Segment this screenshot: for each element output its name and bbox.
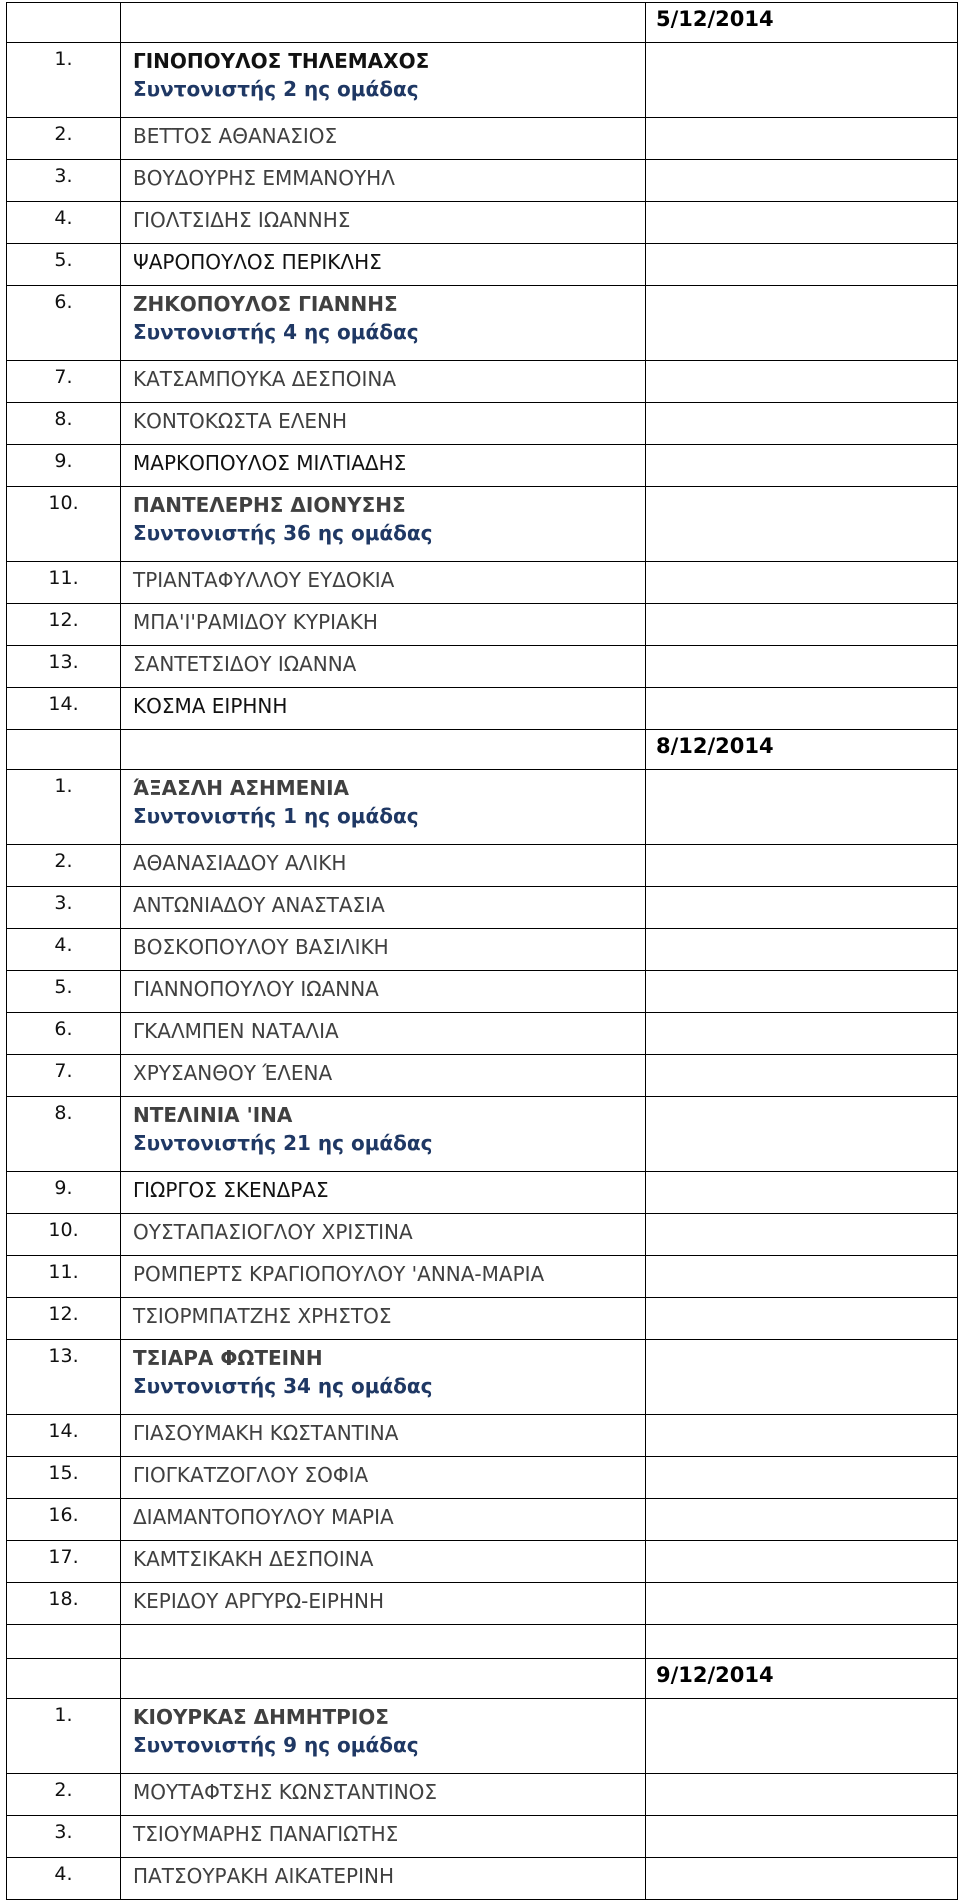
student-cell <box>121 887 646 929</box>
table-row <box>7 361 958 403</box>
row-number: 5. <box>7 244 121 286</box>
coordinator-label: Συντονιστής 9 ης ομάδας <box>133 1733 419 1757</box>
date-column-cell <box>646 1055 958 1097</box>
row-number: 8. <box>7 403 121 445</box>
coordinator-label: Συντονιστής 21 ης ομάδας <box>133 1131 433 1155</box>
date-header-row <box>7 730 958 770</box>
row-number: 4. <box>7 929 121 971</box>
date-column-cell <box>646 646 958 688</box>
date-column-cell <box>646 160 958 202</box>
student-cell <box>121 1583 646 1625</box>
schedule-body <box>7 3 958 1900</box>
student-name: ΒΟΥΔΟΥΡΗΣ ΕΜΜΑΝΟΥΗΛ <box>133 166 395 190</box>
student-name: ΓΙΟΓΚΑΤΖΟΓΛΟΥ ΣΟΦΙΑ <box>133 1463 369 1487</box>
date-column-cell <box>646 1583 958 1625</box>
student-cell <box>121 1541 646 1583</box>
row-number: 17. <box>7 1541 121 1583</box>
student-name: ΒΟΣΚΟΠΟΥΛΟΥ ΒΑΣΙΛΙΚΗ <box>133 935 389 959</box>
table-row <box>7 160 958 202</box>
date-column-cell <box>646 43 958 118</box>
row-number: 4. <box>7 1858 121 1900</box>
student-name: ΠΑΤΣΟΥΡΑΚΗ ΑΙΚΑΤΕΡΙΝΗ <box>133 1864 394 1888</box>
student-cell <box>121 445 646 487</box>
row-number: 2. <box>7 845 121 887</box>
table-row <box>7 43 958 118</box>
row-number: 2. <box>7 118 121 160</box>
student-cell <box>121 1172 646 1214</box>
row-number: 4. <box>7 202 121 244</box>
student-name: ΓΙΟΛΤΣΙΔΗΣ ΙΩΑΝΝΗΣ <box>133 208 351 232</box>
coordinator-label: Συντονιστής 34 ης ομάδας <box>133 1374 433 1398</box>
date-column-cell <box>646 1499 958 1541</box>
student-cell <box>121 286 646 361</box>
date-column-cell <box>646 1457 958 1499</box>
date-column-cell <box>646 1541 958 1583</box>
empty-cell <box>121 1625 646 1659</box>
date-column-cell <box>646 445 958 487</box>
student-name: ΤΣΙΟΡΜΠΑΤΖΗΣ ΧΡΗΣΤΟΣ <box>133 1304 392 1328</box>
row-number: 6. <box>7 286 121 361</box>
row-number: 9. <box>7 1172 121 1214</box>
student-name: ΝΤΕΛΙΝΙΑ 'ΙΝΑ <box>133 1103 293 1127</box>
student-cell <box>121 1055 646 1097</box>
date-header-row <box>7 1659 958 1699</box>
student-cell <box>121 244 646 286</box>
table-row <box>7 1340 958 1415</box>
row-number: 14. <box>7 688 121 730</box>
date-column-cell <box>646 1256 958 1298</box>
row-number: 15. <box>7 1457 121 1499</box>
student-cell <box>121 1214 646 1256</box>
table-row <box>7 1699 958 1774</box>
session-date: 8/12/2014 <box>646 730 958 770</box>
empty-cell <box>121 1659 646 1699</box>
blank-row <box>7 1625 958 1659</box>
date-column-cell <box>646 1013 958 1055</box>
student-name: ΓΙΑΣΟΥΜΑΚΗ ΚΩΣΤΑΝΤΙΝΑ <box>133 1421 399 1445</box>
student-name: ΜΑΡΚΟΠΟΥΛΟΣ ΜΙΛΤΙΑΔΗΣ <box>133 451 407 475</box>
row-number: 7. <box>7 1055 121 1097</box>
table-row <box>7 1858 958 1900</box>
date-column-cell <box>646 1699 958 1774</box>
student-name: ΜΠΑ'Ι'ΡΑΜΙΔΟΥ ΚΥΡΙΑΚΗ <box>133 610 378 634</box>
student-name: ΚΑΤΣΑΜΠΟΥΚΑ ΔΕΣΠΟΙΝΑ <box>133 367 397 391</box>
student-name: ΡΟΜΠΕΡΤΣ ΚΡΑΓΙΟΠΟΥΛΟΥ 'ΑΝΝΑ-ΜΑΡΙΑ <box>133 1262 545 1286</box>
student-cell <box>121 160 646 202</box>
date-column-cell <box>646 1172 958 1214</box>
student-name: ΤΣΙΟΥΜΑΡΗΣ ΠΑΝΑΓΙΩΤΗΣ <box>133 1822 399 1846</box>
student-cell <box>121 202 646 244</box>
student-cell <box>121 487 646 562</box>
student-name: ΚΑΜΤΣΙΚΑΚΗ ΔΕΣΠΟΙΝΑ <box>133 1547 374 1571</box>
student-name: ΤΡΙΑΝΤΑΦΥΛΛΟΥ ΕΥΔΟΚΙΑ <box>133 568 395 592</box>
student-name: ΚΙΟΥΡΚΑΣ ΔΗΜΗΤΡΙΟΣ <box>133 1705 389 1729</box>
date-column-cell <box>646 487 958 562</box>
date-column-cell <box>646 1816 958 1858</box>
date-column-cell <box>646 929 958 971</box>
student-cell <box>121 929 646 971</box>
student-name: ΚΟΣΜΑ ΕΙΡΗΝΗ <box>133 694 288 718</box>
table-row <box>7 1097 958 1172</box>
student-name: ΑΘΑΝΑΣΙΑΔΟΥ ΑΛΙΚΗ <box>133 851 347 875</box>
session-date: 5/12/2014 <box>646 3 958 43</box>
student-name: ΜΟΥΤΑΦΤΣΗΣ ΚΩΝΣΤΑΝΤΙΝΟΣ <box>133 1780 438 1804</box>
table-row <box>7 971 958 1013</box>
table-row <box>7 487 958 562</box>
date-header-row <box>7 3 958 43</box>
date-column-cell <box>646 1298 958 1340</box>
student-cell <box>121 845 646 887</box>
coordinator-label: Συντονιστής 36 ης ομάδας <box>133 521 433 545</box>
row-number: 9. <box>7 445 121 487</box>
table-row <box>7 1013 958 1055</box>
schedule-table <box>6 2 958 1900</box>
table-row <box>7 445 958 487</box>
table-row <box>7 646 958 688</box>
row-number: 14. <box>7 1415 121 1457</box>
row-number: 10. <box>7 1214 121 1256</box>
student-cell <box>121 1858 646 1900</box>
table-row <box>7 403 958 445</box>
empty-cell <box>7 1625 121 1659</box>
student-cell <box>121 1816 646 1858</box>
row-number: 8. <box>7 1097 121 1172</box>
table-row <box>7 688 958 730</box>
row-number: 3. <box>7 887 121 929</box>
date-column-cell <box>646 244 958 286</box>
date-column-cell <box>646 202 958 244</box>
date-column-cell <box>646 118 958 160</box>
student-cell <box>121 1013 646 1055</box>
table-row <box>7 202 958 244</box>
student-name: ΧΡΥΣΑΝΘΟΥ ΈΛΕΝΑ <box>133 1061 333 1085</box>
date-column-cell <box>646 286 958 361</box>
student-name: ΟΥΣΤΑΠΑΣΙΟΓΛΟΥ ΧΡΙΣΤΙΝΑ <box>133 1220 413 1244</box>
table-row <box>7 1415 958 1457</box>
table-row <box>7 118 958 160</box>
student-cell <box>121 770 646 845</box>
table-row <box>7 845 958 887</box>
date-column-cell <box>646 887 958 929</box>
row-number: 10. <box>7 487 121 562</box>
date-column-cell <box>646 1415 958 1457</box>
row-number: 18. <box>7 1583 121 1625</box>
student-cell <box>121 361 646 403</box>
student-cell <box>121 1499 646 1541</box>
student-name: ΠΑΝΤΕΛΕΡΗΣ ΔΙΟΝΥΣΗΣ <box>133 493 406 517</box>
row-number: 6. <box>7 1013 121 1055</box>
empty-cell <box>7 1659 121 1699</box>
table-row <box>7 244 958 286</box>
student-name: ΚΕΡΙΔΟΥ ΑΡΓΥΡΩ-ΕΙΡΗΝΗ <box>133 1589 385 1613</box>
row-number: 7. <box>7 361 121 403</box>
row-number: 16. <box>7 1499 121 1541</box>
row-number: 5. <box>7 971 121 1013</box>
row-number: 3. <box>7 160 121 202</box>
table-row <box>7 929 958 971</box>
table-row <box>7 286 958 361</box>
table-row <box>7 1583 958 1625</box>
row-number: 12. <box>7 1298 121 1340</box>
date-column-cell <box>646 562 958 604</box>
student-cell <box>121 43 646 118</box>
student-name: ΔΙΑΜΑΝΤΟΠΟΥΛΟΥ ΜΑΡΙΑ <box>133 1505 394 1529</box>
student-cell <box>121 1298 646 1340</box>
student-cell <box>121 604 646 646</box>
date-column-cell <box>646 770 958 845</box>
student-name: ΓΙΝΟΠΟΥΛΟΣ ΤΗΛΕΜΑΧΟΣ <box>133 49 430 73</box>
empty-cell <box>121 3 646 43</box>
table-row <box>7 1541 958 1583</box>
date-column-cell <box>646 1097 958 1172</box>
student-cell <box>121 1415 646 1457</box>
student-cell <box>121 118 646 160</box>
student-name: ΓΙΩΡΓΟΣ ΣΚΕΝΔΡΑΣ <box>133 1178 329 1202</box>
table-row <box>7 1172 958 1214</box>
student-name: ΓΙΑΝΝΟΠΟΥΛΟΥ ΙΩΑΝΝΑ <box>133 977 379 1001</box>
row-number: 1. <box>7 770 121 845</box>
student-name: ΣΑΝΤΕΤΣΙΔΟΥ ΙΩΑΝΝΑ <box>133 652 357 676</box>
student-cell <box>121 1340 646 1415</box>
table-row <box>7 1457 958 1499</box>
coordinator-label: Συντονιστής 1 ης ομάδας <box>133 804 419 828</box>
date-column-cell <box>646 1858 958 1900</box>
table-row <box>7 1256 958 1298</box>
row-number: 11. <box>7 1256 121 1298</box>
student-name: ΒΕΤΤΟΣ ΑΘΑΝΑΣΙΟΣ <box>133 124 338 148</box>
student-cell <box>121 1457 646 1499</box>
student-cell <box>121 1774 646 1816</box>
table-row <box>7 604 958 646</box>
date-column-cell <box>646 688 958 730</box>
student-name: ΑΝΤΩΝΙΑΔΟΥ ΑΝΑΣΤΑΣΙΑ <box>133 893 385 917</box>
row-number: 3. <box>7 1816 121 1858</box>
date-column-cell <box>646 361 958 403</box>
student-cell <box>121 562 646 604</box>
empty-cell <box>646 1625 958 1659</box>
student-cell <box>121 646 646 688</box>
table-row <box>7 1816 958 1858</box>
date-column-cell <box>646 1340 958 1415</box>
table-row <box>7 1499 958 1541</box>
student-name: ΆΞΑΣΛΗ ΑΣΗΜΕΝΙΑ <box>133 776 350 800</box>
date-column-cell <box>646 1774 958 1816</box>
coordinator-label: Συντονιστής 4 ης ομάδας <box>133 320 419 344</box>
empty-cell <box>7 730 121 770</box>
row-number: 2. <box>7 1774 121 1816</box>
student-name: ΨΑΡΟΠΟΥΛΟΣ ΠΕΡΙΚΛΗΣ <box>133 250 382 274</box>
student-name: ΓΚΑΛΜΠΕΝ ΝΑΤΑΛΙΑ <box>133 1019 339 1043</box>
empty-cell <box>121 730 646 770</box>
row-number: 12. <box>7 604 121 646</box>
coordinator-label: Συντονιστής 2 ης ομάδας <box>133 77 419 101</box>
row-number: 11. <box>7 562 121 604</box>
student-name: ΤΣΙΑΡΑ ΦΩΤΕΙΝΗ <box>133 1346 323 1370</box>
table-row <box>7 1214 958 1256</box>
row-number: 13. <box>7 1340 121 1415</box>
student-cell <box>121 688 646 730</box>
row-number: 1. <box>7 43 121 118</box>
student-cell <box>121 403 646 445</box>
student-cell <box>121 1699 646 1774</box>
table-row <box>7 1774 958 1816</box>
date-column-cell <box>646 845 958 887</box>
table-row <box>7 1055 958 1097</box>
date-column-cell <box>646 971 958 1013</box>
student-name: ΖΗΚΟΠΟΥΛΟΣ ΓΙΑΝΝΗΣ <box>133 292 398 316</box>
date-column-cell <box>646 604 958 646</box>
date-column-cell <box>646 403 958 445</box>
table-row <box>7 770 958 845</box>
date-column-cell <box>646 1214 958 1256</box>
table-row <box>7 887 958 929</box>
table-row <box>7 1298 958 1340</box>
session-date: 9/12/2014 <box>646 1659 958 1699</box>
row-number: 1. <box>7 1699 121 1774</box>
row-number: 13. <box>7 646 121 688</box>
student-cell <box>121 1097 646 1172</box>
student-cell <box>121 971 646 1013</box>
table-row <box>7 562 958 604</box>
student-cell <box>121 1256 646 1298</box>
empty-cell <box>7 3 121 43</box>
student-name: ΚΟΝΤΟΚΩΣΤΑ ΕΛΕΝΗ <box>133 409 348 433</box>
